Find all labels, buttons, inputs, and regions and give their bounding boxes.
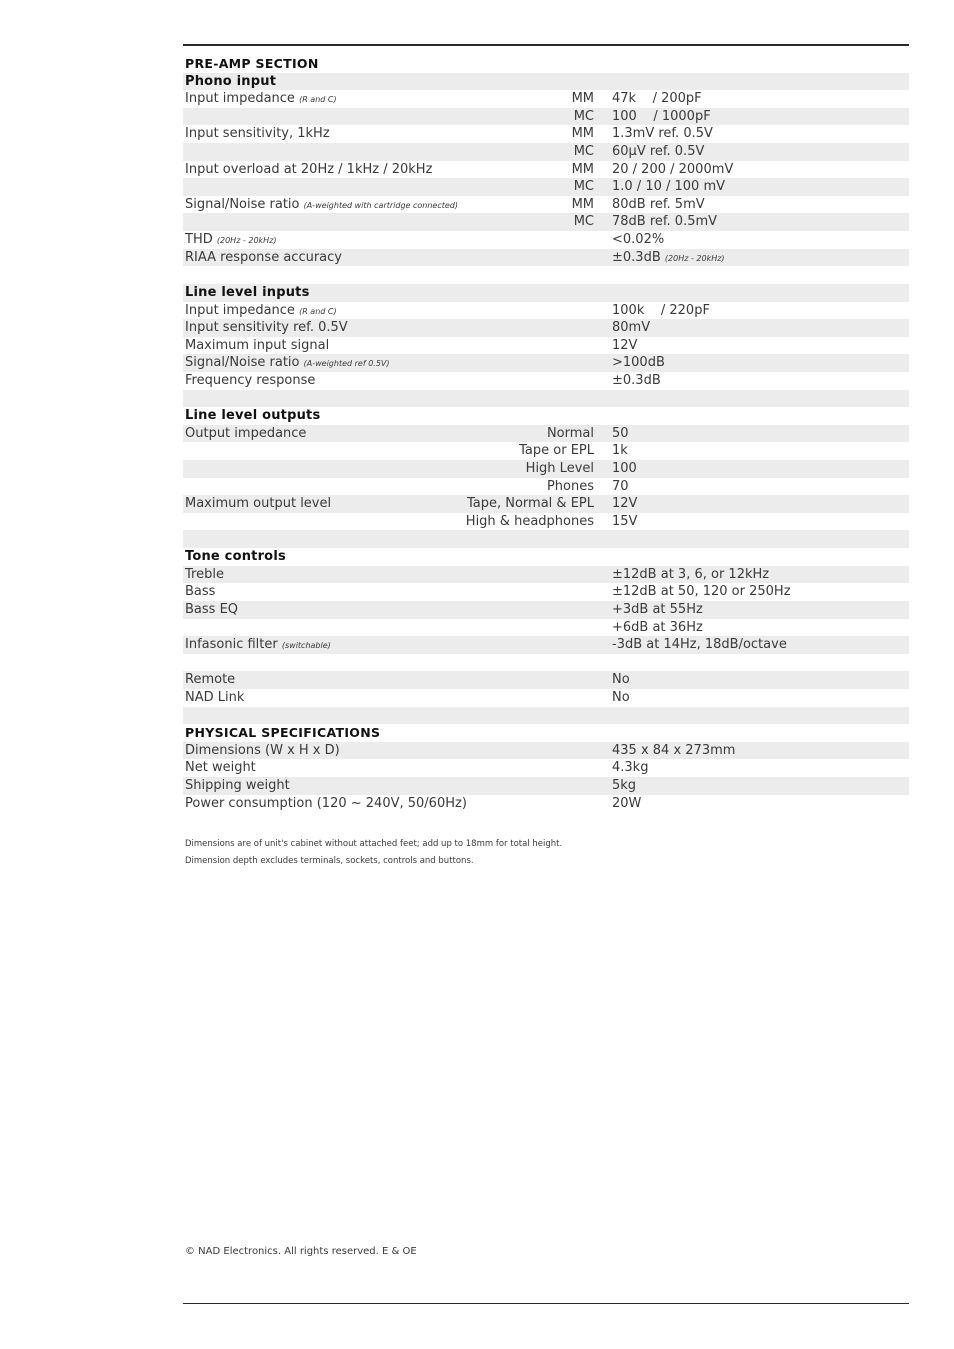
spec-value-text: 60μV ref. 0.5V <box>612 144 705 160</box>
spec-label-text: Signal/Noise ratio <box>185 196 300 212</box>
spec-row <box>183 495 909 513</box>
spec-label <box>185 372 315 390</box>
spec-row <box>183 742 909 760</box>
spec-row <box>183 759 909 777</box>
spec-row <box>183 143 909 161</box>
spec-label-text: Maximum output level <box>185 496 332 512</box>
spec-label-text: Power consumption (120 ~ 240V, 50/60Hz) <box>185 795 467 811</box>
spec-label-note: (R and C) <box>299 95 337 105</box>
section-header-row <box>183 55 909 73</box>
spec-label-text: Remote <box>185 672 236 688</box>
spec-row <box>183 442 909 460</box>
spec-value <box>612 671 630 689</box>
footnotes <box>185 836 562 870</box>
spec-row <box>183 90 909 108</box>
section-title: PHYSICAL SPECIFICATIONS <box>185 725 381 741</box>
spec-value <box>612 478 629 496</box>
subsection-title: Line level inputs <box>185 284 310 300</box>
spacer-row <box>183 707 909 725</box>
spec-value <box>612 619 703 637</box>
spec-condition: MC <box>573 214 594 230</box>
spec-label-text: Input impedance <box>185 91 295 107</box>
spec-label <box>185 795 467 813</box>
spec-value <box>612 425 629 443</box>
subsection-title: Phono input <box>185 73 277 89</box>
spec-label-text: Output impedance <box>185 425 307 441</box>
spec-label-text: Infasonic filter <box>185 637 278 653</box>
spec-label <box>185 583 215 601</box>
spec-label <box>185 601 238 619</box>
spec-value-text: 435 x 84 x 273mm <box>612 742 736 758</box>
spec-condition: Phones <box>546 478 594 494</box>
spec-label <box>185 354 390 373</box>
spec-label-text: NAD Link <box>185 689 245 705</box>
spec-condition: MM <box>571 126 594 142</box>
spec-label-text: Bass <box>185 584 216 600</box>
spec-label-text: Shipping weight <box>185 777 290 793</box>
spec-label <box>185 125 330 143</box>
spec-row <box>183 566 909 584</box>
spec-value-text: 100 / 1000pF <box>612 108 711 124</box>
spec-value <box>612 566 769 584</box>
spec-label-text: Net weight <box>185 760 256 776</box>
spec-value-text: 20 / 200 / 2000mV <box>612 161 734 177</box>
spec-value-text: 50 <box>612 425 629 441</box>
spec-row <box>183 108 909 126</box>
spacer-row <box>183 530 909 548</box>
spec-row <box>183 372 909 390</box>
spec-label <box>185 319 348 337</box>
spec-row <box>183 196 909 214</box>
spec-row <box>183 671 909 689</box>
spec-value <box>612 689 630 707</box>
spec-label-text: Input impedance <box>185 302 295 318</box>
spec-value-text: 100k / 220pF <box>612 302 710 318</box>
spec-label-text: THD <box>185 232 213 248</box>
spec-value-text: 78dB ref. 0.5mV <box>612 214 718 230</box>
spec-value <box>612 337 637 355</box>
spec-label-note: (switchable) <box>281 641 331 651</box>
footnote: Dimension depth excludes terminals, sockets, controls and buttons. <box>185 856 474 866</box>
spec-label-note: (20Hz - 20kHz) <box>216 236 277 246</box>
spec-value <box>612 90 702 108</box>
spec-label <box>185 495 331 513</box>
spec-label <box>185 231 277 250</box>
spec-label <box>185 196 458 215</box>
spec-label-text: Input sensitivity, 1kHz <box>185 126 330 142</box>
spec-condition: Tape, Normal & EPL <box>466 496 594 512</box>
spec-label-text: Frequency response <box>185 372 316 388</box>
spacer-row <box>183 390 909 408</box>
spec-value-text: 4.3kg <box>612 760 649 776</box>
spec-value-text: 5kg <box>612 777 637 793</box>
spec-condition: Normal <box>546 425 594 441</box>
spec-value <box>612 460 637 478</box>
spec-label-text: Treble <box>185 566 224 582</box>
spec-row <box>183 125 909 143</box>
spec-label <box>185 636 331 655</box>
spec-label-text: Bass EQ <box>185 601 239 617</box>
spec-label <box>185 777 290 795</box>
spec-value <box>612 742 735 760</box>
spec-row <box>183 583 909 601</box>
footnote: Dimensions are of unit's cabinet without attached feet; add up to 18mm for total height. <box>185 839 563 849</box>
spec-value <box>612 442 628 460</box>
spec-value-text: 80mV <box>612 320 651 336</box>
spec-label <box>185 689 244 707</box>
spec-label-text: Maximum input signal <box>185 337 330 353</box>
spacer-row <box>183 654 909 672</box>
spec-label-note: (A-weighted with cartridge connected) <box>303 200 459 210</box>
spec-row <box>183 354 909 372</box>
spec-value <box>612 302 710 320</box>
spec-label-text: Input overload at 20Hz / 1kHz / 20kHz <box>185 161 433 177</box>
subsection-heading-row <box>183 284 909 302</box>
spec-condition: Tape or EPL <box>519 443 594 459</box>
spec-value-text: >100dB <box>612 355 665 371</box>
spec-row <box>183 601 909 619</box>
spec-condition: MM <box>571 196 594 212</box>
spec-label-note: (R and C) <box>299 306 337 316</box>
spec-table <box>183 55 909 812</box>
spec-value <box>612 161 733 179</box>
spec-row <box>183 689 909 707</box>
spec-label <box>185 302 337 321</box>
spec-value <box>612 372 661 390</box>
copyright-notice: © NAD Electronics. All rights reserved. E & OE <box>185 1246 417 1257</box>
spec-value-text: ±12dB at 3, 6, or 12kHz <box>612 566 770 582</box>
spec-value-text: 1.0 / 10 / 100 mV <box>612 179 726 195</box>
spec-value-text: +6dB at 36Hz <box>612 619 703 635</box>
spec-row <box>183 636 909 654</box>
spec-row <box>183 337 909 355</box>
section-header-row <box>183 724 909 742</box>
spec-row <box>183 231 909 249</box>
subsection-title: Line level outputs <box>185 408 321 424</box>
spec-value-text: 12V <box>612 496 638 512</box>
spec-value <box>612 143 704 161</box>
spec-row <box>183 213 909 231</box>
spec-row <box>183 478 909 496</box>
spec-condition: MC <box>573 108 594 124</box>
section-title: PRE-AMP SECTION <box>185 56 319 71</box>
spec-value <box>612 601 703 619</box>
spec-value <box>612 196 705 214</box>
spec-value-text: +3dB at 55Hz <box>612 601 703 617</box>
spec-value-text: -3dB at 14Hz, 18dB/octave <box>612 637 787 653</box>
spec-value <box>612 513 637 531</box>
spec-row <box>183 513 909 531</box>
spec-condition: MM <box>571 161 594 177</box>
spec-label <box>185 90 337 109</box>
spec-label-note: (A-weighted ref 0.5V) <box>303 359 390 369</box>
subsection-title: Tone controls <box>185 549 286 565</box>
spec-condition: MM <box>571 91 594 107</box>
spec-label-text: Signal/Noise ratio <box>185 355 300 371</box>
top-rule <box>183 44 909 46</box>
spec-condition: High Level <box>525 461 594 477</box>
spec-label <box>185 671 235 689</box>
spec-value-text: 47k / 200pF <box>612 91 702 107</box>
spec-value-text: No <box>612 672 630 688</box>
spec-value <box>612 583 791 601</box>
spacer-row <box>183 266 909 284</box>
spec-value-text: 12V <box>612 337 638 353</box>
spec-label <box>185 566 224 584</box>
spec-row <box>183 178 909 196</box>
subsection-heading-row <box>183 548 909 566</box>
spec-value-text: 100 <box>612 461 637 477</box>
spec-value <box>612 636 787 654</box>
spec-condition: High & headphones <box>465 513 594 529</box>
spec-value <box>612 108 711 126</box>
spec-row <box>183 777 909 795</box>
spec-row <box>183 161 909 179</box>
spec-value-text: 15V <box>612 513 638 529</box>
spec-label <box>185 249 342 267</box>
spec-value-text: 70 <box>612 478 629 494</box>
spec-value <box>612 231 664 249</box>
spec-value-text: ±12dB at 50, 120 or 250Hz <box>612 584 791 600</box>
spec-value-text: ±0.3dB <box>612 372 661 388</box>
spec-value-text: 20W <box>612 795 642 811</box>
spec-value <box>612 249 725 268</box>
spec-value-text: ±0.3dB <box>612 249 661 265</box>
bottom-rule <box>183 1303 909 1304</box>
spec-value-text: <0.02% <box>612 232 665 248</box>
spec-value <box>612 759 648 777</box>
spec-condition: MC <box>573 144 594 160</box>
subsection-heading-row <box>183 407 909 425</box>
spec-label <box>185 337 329 355</box>
spec-value <box>612 795 641 813</box>
spec-value <box>612 213 717 231</box>
spec-value <box>612 354 665 372</box>
spec-value <box>612 495 637 513</box>
spec-value-note: (20Hz - 20kHz) <box>664 253 725 263</box>
spec-row <box>183 425 909 443</box>
spec-row <box>183 619 909 637</box>
spec-value-text: 1.3mV ref. 0.5V <box>612 126 713 142</box>
spec-row <box>183 795 909 813</box>
spec-row <box>183 460 909 478</box>
spec-value <box>612 319 650 337</box>
spec-condition: MC <box>573 179 594 195</box>
spec-label <box>185 161 432 179</box>
spec-value-text: No <box>612 689 630 705</box>
spec-row <box>183 302 909 320</box>
spec-value <box>612 777 636 795</box>
spec-value-text: 80dB ref. 5mV <box>612 196 705 212</box>
spec-value <box>612 125 713 143</box>
spec-label <box>185 742 340 760</box>
spec-label-text: Input sensitivity ref. 0.5V <box>185 320 348 336</box>
subsection-heading-row <box>183 73 909 91</box>
spec-row <box>183 249 909 267</box>
spec-row <box>183 319 909 337</box>
spec-label-text: RIAA response accuracy <box>185 249 342 265</box>
spec-value <box>612 178 725 196</box>
spec-value-text: 1k <box>612 443 628 459</box>
spec-label <box>185 425 306 443</box>
spec-label-text: Dimensions (W x H x D) <box>185 742 340 758</box>
spec-label <box>185 759 256 777</box>
